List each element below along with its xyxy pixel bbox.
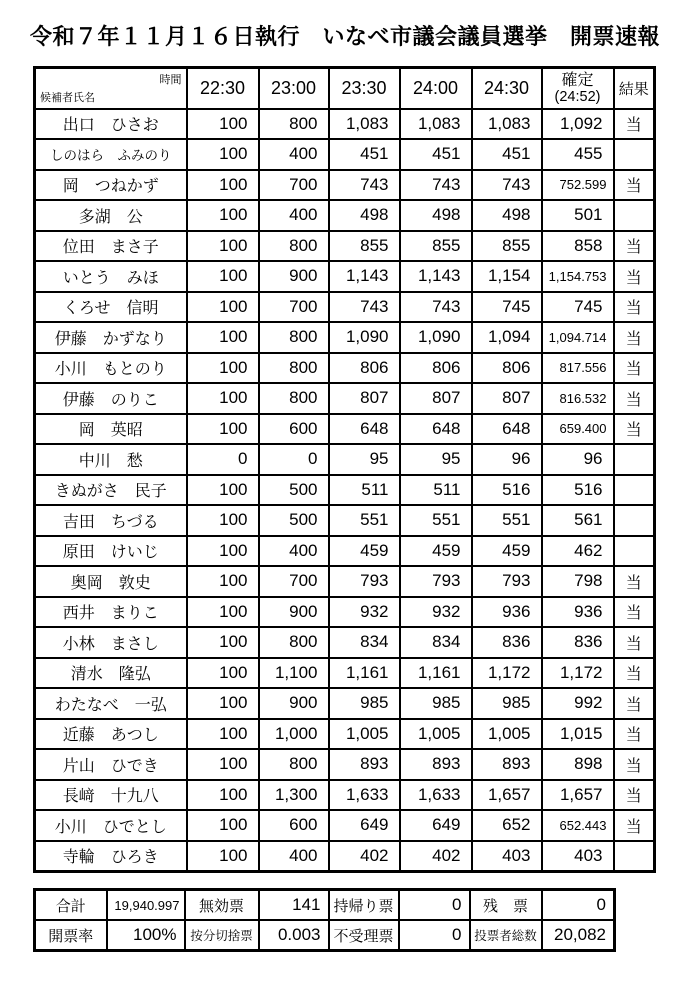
vote-count-cell: 745 bbox=[472, 292, 542, 323]
table-row bbox=[35, 780, 655, 811]
summary-value-cell: 141 bbox=[259, 890, 329, 921]
vote-count-cell: 1,005 bbox=[472, 719, 542, 750]
results-tbody bbox=[35, 109, 655, 872]
table-row bbox=[35, 505, 655, 536]
vote-count-cell: 498 bbox=[400, 200, 472, 231]
candidate-name-cell: 伊藤 かずなり bbox=[35, 322, 187, 353]
vote-count-cell: 834 bbox=[329, 627, 400, 658]
vote-count-cell: 511 bbox=[400, 475, 472, 506]
vote-count-cell: 100 bbox=[187, 780, 259, 811]
vote-count-cell: 1,090 bbox=[400, 322, 472, 353]
candidate-name-cell: 原田 けいじ bbox=[35, 536, 187, 567]
vote-count-cell: 1,143 bbox=[400, 261, 472, 292]
vote-count-cell: 855 bbox=[400, 231, 472, 262]
vote-count-cell: 451 bbox=[472, 139, 542, 170]
table-row bbox=[35, 322, 655, 353]
vote-count-cell: 800 bbox=[259, 109, 329, 140]
vote-count-cell: 807 bbox=[472, 383, 542, 414]
vote-count-cell: 649 bbox=[329, 810, 400, 841]
result-cell bbox=[614, 200, 655, 231]
vote-count-cell: 403 bbox=[472, 841, 542, 872]
result-cell: 当 bbox=[614, 109, 655, 140]
vote-count-cell: 893 bbox=[329, 749, 400, 780]
candidate-name-cell: いとう みほ bbox=[35, 261, 187, 292]
vote-count-cell: 700 bbox=[259, 566, 329, 597]
vote-count-cell: 551 bbox=[472, 505, 542, 536]
vote-count-cell: 936 bbox=[542, 597, 614, 628]
vote-count-cell: 498 bbox=[472, 200, 542, 231]
vote-count-cell: 498 bbox=[329, 200, 400, 231]
vote-count-cell: 800 bbox=[259, 383, 329, 414]
col-header-2300: 23:00 bbox=[259, 68, 329, 109]
vote-count-cell: 1,015 bbox=[542, 719, 614, 750]
vote-count-cell: 500 bbox=[259, 475, 329, 506]
vote-count-cell: 600 bbox=[259, 810, 329, 841]
vote-count-cell: 1,094.714 bbox=[542, 322, 614, 353]
vote-count-cell: 992 bbox=[542, 688, 614, 719]
vote-count-cell: 100 bbox=[187, 139, 259, 170]
vote-count-cell: 800 bbox=[259, 322, 329, 353]
vote-count-cell: 855 bbox=[472, 231, 542, 262]
table-row bbox=[35, 475, 655, 506]
vote-count-cell: 900 bbox=[259, 597, 329, 628]
result-cell bbox=[614, 475, 655, 506]
result-cell bbox=[614, 536, 655, 567]
vote-count-cell: 1,000 bbox=[259, 719, 329, 750]
vote-count-cell: 807 bbox=[400, 383, 472, 414]
vote-count-cell: 836 bbox=[542, 627, 614, 658]
vote-count-cell: 100 bbox=[187, 658, 259, 689]
vote-count-cell: 400 bbox=[259, 841, 329, 872]
vote-count-cell: 858 bbox=[542, 231, 614, 262]
table-row bbox=[35, 688, 655, 719]
vote-count-cell: 648 bbox=[329, 414, 400, 445]
vote-count-cell: 834 bbox=[400, 627, 472, 658]
candidate-name-cell: 片山 ひでき bbox=[35, 749, 187, 780]
vote-count-cell: 743 bbox=[400, 292, 472, 323]
result-cell bbox=[614, 841, 655, 872]
result-cell: 当 bbox=[614, 749, 655, 780]
table-row bbox=[35, 658, 655, 689]
vote-count-cell: 0 bbox=[259, 444, 329, 475]
vote-count-cell: 100 bbox=[187, 536, 259, 567]
vote-count-cell: 649 bbox=[400, 810, 472, 841]
vote-count-cell: 1,094 bbox=[472, 322, 542, 353]
result-cell bbox=[614, 444, 655, 475]
result-cell: 当 bbox=[614, 688, 655, 719]
table-row bbox=[35, 200, 655, 231]
table-row bbox=[35, 414, 655, 445]
table-row bbox=[35, 536, 655, 567]
vote-count-cell: 743 bbox=[472, 170, 542, 201]
col-header-2430: 24:30 bbox=[472, 68, 542, 109]
result-cell: 当 bbox=[614, 658, 655, 689]
table-row bbox=[35, 719, 655, 750]
vote-count-cell: 100 bbox=[187, 841, 259, 872]
vote-count-cell: 100 bbox=[187, 566, 259, 597]
vote-count-cell: 893 bbox=[472, 749, 542, 780]
vote-count-cell: 836 bbox=[472, 627, 542, 658]
vote-count-cell: 793 bbox=[472, 566, 542, 597]
table-row bbox=[35, 170, 655, 201]
vote-count-cell: 96 bbox=[472, 444, 542, 475]
vote-count-cell: 745 bbox=[542, 292, 614, 323]
table-row bbox=[35, 444, 655, 475]
vote-count-cell: 100 bbox=[187, 597, 259, 628]
vote-count-cell: 700 bbox=[259, 170, 329, 201]
vote-count-cell: 100 bbox=[187, 292, 259, 323]
vote-count-cell: 451 bbox=[329, 139, 400, 170]
vote-count-cell: 516 bbox=[542, 475, 614, 506]
vote-count-cell: 100 bbox=[187, 383, 259, 414]
result-cell: 当 bbox=[614, 627, 655, 658]
vote-count-cell: 1,100 bbox=[259, 658, 329, 689]
vote-count-cell: 100 bbox=[187, 200, 259, 231]
table-row bbox=[35, 292, 655, 323]
candidate-name-cell: 位田 まさ子 bbox=[35, 231, 187, 262]
vote-count-cell: 100 bbox=[187, 749, 259, 780]
vote-count-cell: 400 bbox=[259, 200, 329, 231]
candidate-name-cell: きぬがさ 民子 bbox=[35, 475, 187, 506]
result-cell: 当 bbox=[614, 719, 655, 750]
result-cell: 当 bbox=[614, 780, 655, 811]
vote-count-cell: 1,083 bbox=[400, 109, 472, 140]
vote-count-cell: 800 bbox=[259, 749, 329, 780]
summary-value-cell: 0 bbox=[542, 890, 615, 921]
vote-count-cell: 600 bbox=[259, 414, 329, 445]
col-header-2400: 24:00 bbox=[400, 68, 472, 109]
vote-count-cell: 932 bbox=[400, 597, 472, 628]
vote-count-cell: 501 bbox=[542, 200, 614, 231]
summary-value-cell: 0 bbox=[399, 920, 470, 951]
vote-count-cell: 985 bbox=[329, 688, 400, 719]
result-cell: 当 bbox=[614, 322, 655, 353]
vote-count-cell: 100 bbox=[187, 810, 259, 841]
vote-count-cell: 648 bbox=[400, 414, 472, 445]
summary-label-cell: 持帰り票 bbox=[329, 890, 399, 921]
candidate-name-cell: 伊藤 のりこ bbox=[35, 383, 187, 414]
vote-count-cell: 1,172 bbox=[472, 658, 542, 689]
vote-count-cell: 898 bbox=[542, 749, 614, 780]
vote-count-cell: 1,154 bbox=[472, 261, 542, 292]
vote-count-cell: 1,657 bbox=[472, 780, 542, 811]
vote-count-cell: 1,161 bbox=[400, 658, 472, 689]
vote-count-cell: 932 bbox=[329, 597, 400, 628]
result-cell: 当 bbox=[614, 383, 655, 414]
vote-count-cell: 0 bbox=[187, 444, 259, 475]
vote-count-cell: 551 bbox=[400, 505, 472, 536]
vote-count-cell: 1,300 bbox=[259, 780, 329, 811]
vote-count-cell: 807 bbox=[329, 383, 400, 414]
vote-count-cell: 95 bbox=[400, 444, 472, 475]
vote-count-cell: 752.599 bbox=[542, 170, 614, 201]
vote-count-cell: 400 bbox=[259, 536, 329, 567]
vote-count-cell: 659.400 bbox=[542, 414, 614, 445]
candidate-name-cell: しのはら ふみのり bbox=[35, 139, 187, 170]
candidate-name-cell: 吉田 ちづる bbox=[35, 505, 187, 536]
summary-label-cell: 投票者総数 bbox=[470, 920, 542, 951]
vote-count-cell: 798 bbox=[542, 566, 614, 597]
candidate-name-cell: 寺輪 ひろき bbox=[35, 841, 187, 872]
summary-label-cell: 按分切捨票 bbox=[185, 920, 259, 951]
vote-count-cell: 900 bbox=[259, 261, 329, 292]
table-row bbox=[35, 139, 655, 170]
vote-count-cell: 1,633 bbox=[329, 780, 400, 811]
result-cell bbox=[614, 139, 655, 170]
result-cell bbox=[614, 505, 655, 536]
table-row bbox=[35, 749, 655, 780]
col-header-final bbox=[542, 68, 614, 109]
result-cell: 当 bbox=[614, 231, 655, 262]
vote-count-cell: 551 bbox=[329, 505, 400, 536]
summary-value-cell: 0 bbox=[399, 890, 470, 921]
summary-row bbox=[35, 920, 615, 951]
vote-count-cell: 743 bbox=[400, 170, 472, 201]
summary-value-cell: 20,082 bbox=[542, 920, 615, 951]
vote-count-cell: 985 bbox=[400, 688, 472, 719]
vote-count-cell: 1,083 bbox=[329, 109, 400, 140]
vote-count-cell: 806 bbox=[400, 353, 472, 384]
vote-count-cell: 100 bbox=[187, 475, 259, 506]
table-row bbox=[35, 383, 655, 414]
result-cell: 当 bbox=[614, 353, 655, 384]
candidate-name-cell: 長﨑 十九八 bbox=[35, 780, 187, 811]
vote-count-cell: 1,154.753 bbox=[542, 261, 614, 292]
result-cell: 当 bbox=[614, 414, 655, 445]
vote-count-cell: 1,633 bbox=[400, 780, 472, 811]
corner-header-cell bbox=[35, 68, 187, 109]
vote-count-cell: 806 bbox=[472, 353, 542, 384]
vote-count-cell: 893 bbox=[400, 749, 472, 780]
vote-count-cell: 806 bbox=[329, 353, 400, 384]
table-row bbox=[35, 353, 655, 384]
vote-count-cell: 652 bbox=[472, 810, 542, 841]
vote-count-cell: 793 bbox=[400, 566, 472, 597]
candidate-name-cell: 中川 愁 bbox=[35, 444, 187, 475]
vote-count-cell: 817.556 bbox=[542, 353, 614, 384]
vote-count-cell: 402 bbox=[400, 841, 472, 872]
vote-count-cell: 516 bbox=[472, 475, 542, 506]
final-header-line1: 確定 bbox=[561, 72, 594, 90]
table-row bbox=[35, 261, 655, 292]
result-cell: 当 bbox=[614, 170, 655, 201]
vote-count-cell: 96 bbox=[542, 444, 614, 475]
vote-count-cell: 1,172 bbox=[542, 658, 614, 689]
summary-row bbox=[35, 890, 615, 921]
table-row bbox=[35, 109, 655, 140]
result-cell: 当 bbox=[614, 810, 655, 841]
result-cell: 当 bbox=[614, 597, 655, 628]
vote-count-cell: 403 bbox=[542, 841, 614, 872]
vote-count-cell: 652.443 bbox=[542, 810, 614, 841]
vote-count-cell: 455 bbox=[542, 139, 614, 170]
vote-count-cell: 100 bbox=[187, 353, 259, 384]
vote-count-cell: 816.532 bbox=[542, 383, 614, 414]
result-cell: 当 bbox=[614, 261, 655, 292]
summary-value-cell: 19,940.997 bbox=[107, 890, 185, 921]
vote-count-cell: 936 bbox=[472, 597, 542, 628]
vote-count-cell: 561 bbox=[542, 505, 614, 536]
candidate-name-cell: 西井 まりこ bbox=[35, 597, 187, 628]
vote-count-cell: 402 bbox=[329, 841, 400, 872]
candidate-name-cell: 岡 つねかず bbox=[35, 170, 187, 201]
vote-count-cell: 100 bbox=[187, 719, 259, 750]
candidate-name-cell: わたなべ 一弘 bbox=[35, 688, 187, 719]
summary-label-cell: 開票率 bbox=[35, 920, 107, 951]
candidate-name-cell: 近藤 あつし bbox=[35, 719, 187, 750]
col-header-2230: 22:30 bbox=[187, 68, 259, 109]
vote-count-cell: 648 bbox=[472, 414, 542, 445]
summary-label-cell: 合計 bbox=[35, 890, 107, 921]
vote-count-cell: 100 bbox=[187, 505, 259, 536]
vote-count-cell: 100 bbox=[187, 109, 259, 140]
vote-count-cell: 900 bbox=[259, 688, 329, 719]
vote-count-cell: 100 bbox=[187, 170, 259, 201]
candidate-name-cell: くろせ 信明 bbox=[35, 292, 187, 323]
result-cell: 当 bbox=[614, 566, 655, 597]
vote-count-cell: 1,161 bbox=[329, 658, 400, 689]
vote-count-cell: 95 bbox=[329, 444, 400, 475]
col-header-2330: 23:30 bbox=[329, 68, 400, 109]
results-table bbox=[33, 66, 656, 873]
vote-count-cell: 800 bbox=[259, 353, 329, 384]
vote-count-cell: 459 bbox=[400, 536, 472, 567]
vote-count-cell: 1,657 bbox=[542, 780, 614, 811]
result-cell: 当 bbox=[614, 292, 655, 323]
candidate-name-cell: 小林 まさし bbox=[35, 627, 187, 658]
candidate-axis-label: 候補者氏名 bbox=[40, 91, 95, 104]
vote-count-cell: 100 bbox=[187, 231, 259, 262]
candidate-name-cell: 出口 ひさお bbox=[35, 109, 187, 140]
vote-count-cell: 800 bbox=[259, 231, 329, 262]
table-row bbox=[35, 627, 655, 658]
vote-count-cell: 400 bbox=[259, 139, 329, 170]
vote-count-cell: 100 bbox=[187, 627, 259, 658]
summary-table bbox=[33, 888, 616, 952]
col-header-result: 結果 bbox=[614, 68, 655, 109]
vote-count-cell: 1,005 bbox=[400, 719, 472, 750]
final-header-line2: (24:52) bbox=[554, 88, 601, 105]
vote-count-cell: 793 bbox=[329, 566, 400, 597]
vote-count-cell: 700 bbox=[259, 292, 329, 323]
table-row bbox=[35, 231, 655, 262]
header-row bbox=[35, 68, 655, 109]
vote-count-cell: 1,092 bbox=[542, 109, 614, 140]
vote-count-cell: 500 bbox=[259, 505, 329, 536]
vote-count-cell: 100 bbox=[187, 414, 259, 445]
summary-tbody bbox=[35, 890, 615, 951]
candidate-name-cell: 奥岡 敦史 bbox=[35, 566, 187, 597]
summary-label-cell: 不受理票 bbox=[329, 920, 399, 951]
summary-value-cell: 100% bbox=[107, 920, 185, 951]
candidate-name-cell: 多湖 公 bbox=[35, 200, 187, 231]
vote-count-cell: 100 bbox=[187, 261, 259, 292]
candidate-name-cell: 小川 もとのり bbox=[35, 353, 187, 384]
vote-count-cell: 1,090 bbox=[329, 322, 400, 353]
vote-count-cell: 462 bbox=[542, 536, 614, 567]
summary-value-cell: 0.003 bbox=[259, 920, 329, 951]
vote-count-cell: 743 bbox=[329, 170, 400, 201]
page-title: 令和７年１１月１６日執行 いなべ市議会議員選挙 開票速報 bbox=[29, 24, 660, 49]
vote-count-cell: 855 bbox=[329, 231, 400, 262]
vote-count-cell: 511 bbox=[329, 475, 400, 506]
candidate-name-cell: 小川 ひでとし bbox=[35, 810, 187, 841]
vote-count-cell: 100 bbox=[187, 322, 259, 353]
vote-count-cell: 1,005 bbox=[329, 719, 400, 750]
vote-count-cell: 100 bbox=[187, 688, 259, 719]
vote-count-cell: 985 bbox=[472, 688, 542, 719]
candidate-name-cell: 清水 隆弘 bbox=[35, 658, 187, 689]
table-row bbox=[35, 597, 655, 628]
table-row bbox=[35, 566, 655, 597]
vote-count-cell: 800 bbox=[259, 627, 329, 658]
vote-count-cell: 1,083 bbox=[472, 109, 542, 140]
vote-count-cell: 459 bbox=[472, 536, 542, 567]
table-row bbox=[35, 841, 655, 872]
vote-count-cell: 459 bbox=[329, 536, 400, 567]
table-row bbox=[35, 810, 655, 841]
vote-count-cell: 743 bbox=[329, 292, 400, 323]
summary-label-cell: 無効票 bbox=[185, 890, 259, 921]
vote-count-cell: 451 bbox=[400, 139, 472, 170]
time-axis-label: 時間 bbox=[159, 74, 182, 86]
summary-label-cell: 残 票 bbox=[470, 890, 542, 921]
candidate-name-cell: 岡 英昭 bbox=[35, 414, 187, 445]
vote-count-cell: 1,143 bbox=[329, 261, 400, 292]
